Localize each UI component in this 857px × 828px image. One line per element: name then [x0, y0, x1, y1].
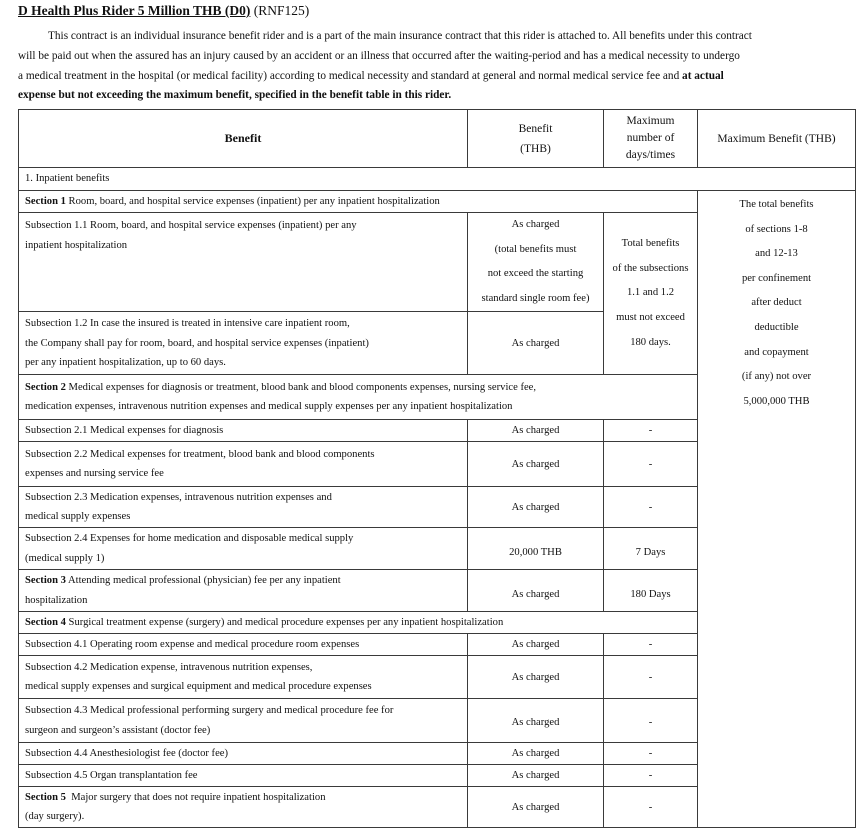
category-inpatient: 1. Inpatient benefits [19, 168, 856, 191]
days-value: 180 Days [604, 570, 698, 612]
benefit-value: As charged [468, 656, 604, 699]
benefit-value: As charged [468, 420, 604, 442]
subsection-4-4: Subsection 4.4 Anesthesiologist fee (doctor fee) [19, 743, 468, 765]
section-3: Section 3 Attending medical professional (physician) fee per any inpatient hospitalization [19, 570, 468, 612]
benefit-value: As charged [468, 699, 604, 743]
section-2: Section 2 Medical expenses for diagnosis or treatment, blood bank and blood components expenses, nursing service fee, medication expenses, intravenous nutrition expenses and medical supply expenses per any inpatient hospitalization [19, 375, 698, 420]
days-value: - [604, 699, 698, 743]
subsection-4-2: Subsection 4.2 Medication expense, intravenous nutrition expenses, medical supply expenses and surgical equipment and medical procedure expenses [19, 656, 468, 699]
benefit-value: As charged [468, 765, 604, 787]
days-value: - [604, 487, 698, 528]
intro-line: a medical treatment in the hospital (or medical facility) according to medical necessity and standard at general and normal medical service fee and [18, 69, 683, 82]
subsection-1-1: Subsection 1.1 Room, board, and hospital service expenses (inpatient) per any inpatient hospitalization [19, 213, 468, 312]
benefit-value: As charged [468, 634, 604, 656]
benefit-value: As charged [468, 442, 604, 487]
benefit-value: As charged [468, 570, 604, 612]
header-max-days: Maximum number of days/times [604, 110, 698, 168]
header-benefit: Benefit [19, 110, 468, 168]
subsection-2-3: Subsection 2.3 Medication expenses, intravenous nutrition expenses and medical supply expenses [19, 487, 468, 528]
rider-name: D Health Plus Rider 5 Million THB (D0) [18, 3, 251, 18]
benefit-value: As charged [468, 743, 604, 765]
days-limit-sub1: Total benefits of the subsections 1.1 and 1.2 must not exceed 180 days. [604, 213, 698, 375]
subsection-1-2: Subsection 1.2 In case the insured is treated in intensive care inpatient room, the Company shall pay for room, board, and hospital service expenses (inpatient) per any inpatient hospitalization, up to 60 days. [19, 312, 468, 375]
benefit-value: 20,000 THB [468, 528, 604, 570]
benefit-value: As charged [468, 487, 604, 528]
intro-paragraph [18, 27, 848, 106]
intro-line: will be paid out when the assured has an injury caused by an accident or an illness that occurred after the waiting-period and has a medical necessity to undergo [18, 49, 740, 62]
category-row [19, 168, 856, 191]
subsection-4-3: Subsection 4.3 Medical professional performing surgery and medical procedure fee for surgeon and surgeon’s assistant (doctor fee) [19, 699, 468, 743]
header-max-benefit: Maximum Benefit (THB) [698, 110, 856, 168]
document-title [18, 3, 309, 19]
subsection-2-1: Subsection 2.1 Medical expenses for diagnosis [19, 420, 468, 442]
intro-line: This contract is an individual insurance benefit rider and is a part of the main insurance contract that this rider is attached to. All benefits under this contract [48, 30, 752, 42]
section-row [19, 191, 856, 213]
days-value: 7 Days [604, 528, 698, 570]
benefit-value: As charged [468, 312, 604, 375]
days-value: - [604, 420, 698, 442]
subsection-4-1: Subsection 4.1 Operating room expense and medical procedure room expenses [19, 634, 468, 656]
days-value: - [604, 442, 698, 487]
header-benefit-thb: Benefit (THB) [468, 110, 604, 168]
rider-code: (RNF125) [253, 3, 310, 18]
table-header-row [19, 110, 856, 168]
section-1: Section 1 Room, board, and hospital service expenses (inpatient) per any inpatient hospitalization [19, 191, 698, 213]
days-value: - [604, 656, 698, 699]
intro-bold-text: at actual [682, 69, 724, 82]
subsection-4-5: Subsection 4.5 Organ transplantation fee [19, 765, 468, 787]
intro-bold-line: expense but not exceeding the maximum benefit, specified in the benefit table in this rider. [18, 89, 452, 102]
days-value: - [604, 787, 698, 828]
days-value: - [604, 765, 698, 787]
section-5: Section 5 Major surgery that does not require inpatient hospitalization (day surgery). [19, 787, 468, 828]
days-value: - [604, 634, 698, 656]
benefit-table [18, 109, 856, 828]
subsection-2-4: Subsection 2.4 Expenses for home medication and disposable medical supply (medical supply 1) [19, 528, 468, 570]
section-4: Section 4 Surgical treatment expense (surgery) and medical procedure expenses per any inpatient hospitalization [19, 612, 698, 634]
benefit-value: As charged [468, 787, 604, 828]
benefit-value: As charged (total benefits must not exceed the starting standard single room fee) [468, 213, 604, 312]
days-value: - [604, 743, 698, 765]
subsection-2-2: Subsection 2.2 Medical expenses for treatment, blood bank and blood components expenses and nursing service fee [19, 442, 468, 487]
max-benefit-note: The total benefits of sections 1-8 and 12-13 per confinement after deduct deductible and copayment (if any) not over 5,000,000 THB [698, 191, 856, 828]
